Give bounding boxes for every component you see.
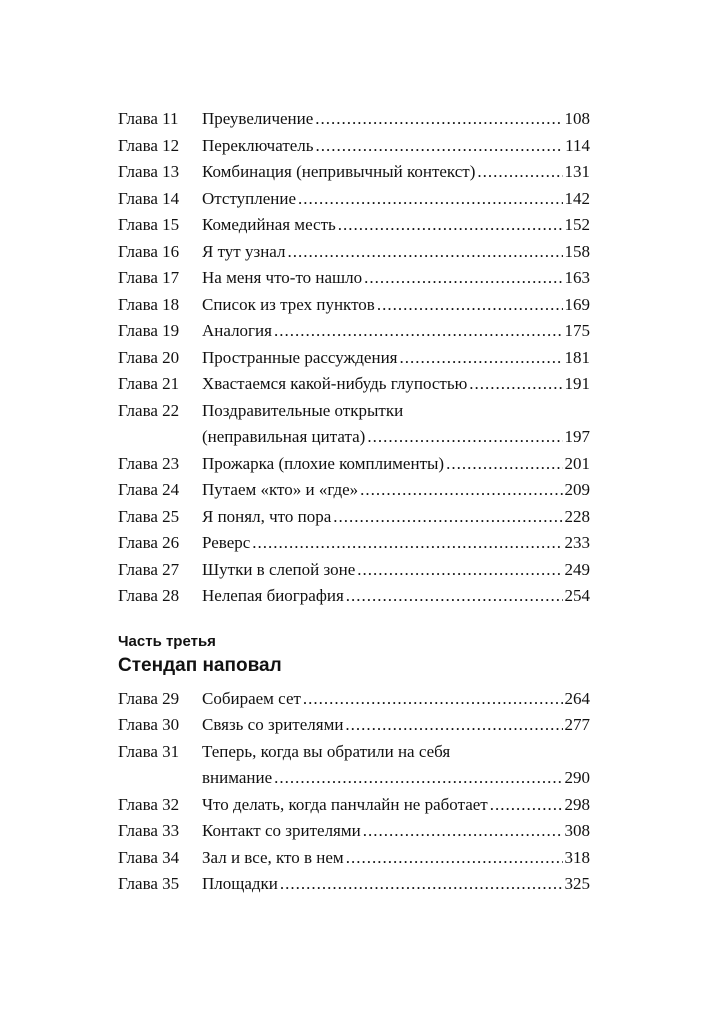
- chapter-title-continued: внимание: [202, 768, 273, 787]
- dot-leader: [287, 239, 562, 266]
- chapter-number: Глава 34: [118, 847, 180, 867]
- page-number: 108: [564, 109, 590, 128]
- page-number: 181: [564, 347, 590, 367]
- chapter-title: Я понял, что пора: [202, 506, 332, 526]
- toc-entry[interactable]: [118, 451, 590, 478]
- page-number: 175: [564, 321, 590, 340]
- page-number: 318: [564, 847, 590, 867]
- chapter-title: Отступление: [202, 188, 297, 208]
- page-number: 142: [564, 188, 590, 208]
- toc-entry[interactable]: [118, 318, 590, 345]
- page-number: 209: [564, 480, 590, 499]
- page-number: 201: [564, 453, 590, 473]
- chapter-number: Глава 21: [118, 374, 180, 393]
- chapter-title: Пространные рассуждения: [202, 347, 398, 367]
- page-number: 114: [565, 135, 590, 155]
- toc-entry[interactable]: [118, 398, 590, 451]
- toc-entry[interactable]: [118, 133, 590, 160]
- page-number: 249: [564, 559, 590, 579]
- chapter-title: Список из трех пунктов: [202, 294, 375, 314]
- chapter-number: Глава 29: [118, 688, 180, 708]
- chapter-number: Глава 32: [118, 794, 180, 814]
- chapter-number: Глава 27: [118, 559, 180, 579]
- toc-entry[interactable]: [118, 504, 590, 531]
- chapter-title: Комедийная месть: [202, 215, 336, 234]
- toc-entry[interactable]: [118, 371, 590, 398]
- dot-leader: [357, 557, 562, 584]
- toc-entry[interactable]: [118, 686, 590, 713]
- page-number: 169: [564, 294, 590, 314]
- toc-entry[interactable]: [118, 530, 590, 557]
- chapter-number: Глава 30: [118, 715, 180, 734]
- chapter-title: Нелепая биография: [202, 586, 344, 605]
- chapter-number: Глава 12: [118, 135, 180, 155]
- toc-entry[interactable]: [118, 292, 590, 319]
- chapter-title: Шутки в слепой зоне: [202, 559, 356, 579]
- page-number: 264: [564, 688, 590, 708]
- dot-leader: [345, 712, 562, 739]
- toc-entry[interactable]: [118, 239, 590, 266]
- chapter-title: Площадки: [202, 874, 278, 893]
- chapter-title: Хвастаемся какой-нибудь глупостью: [202, 374, 468, 393]
- dot-leader: [377, 292, 563, 319]
- chapter-number: Глава 22: [118, 400, 180, 420]
- chapter-title: Путаем «кто» и «где»: [202, 480, 359, 499]
- chapter-number: Глава 15: [118, 215, 180, 234]
- chapter-title: Поздравительные открытки: [202, 400, 404, 420]
- dot-leader: [280, 871, 563, 898]
- chapter-title: Связь со зрителями: [202, 715, 344, 734]
- toc-entry[interactable]: [118, 106, 590, 133]
- dot-leader: [490, 792, 563, 819]
- page-number: 290: [564, 768, 590, 787]
- chapter-title: Я тут узнал: [202, 241, 286, 261]
- chapter-title-continued: (неправильная цитата): [202, 427, 366, 446]
- toc-entry[interactable]: [118, 159, 590, 186]
- toc-entry[interactable]: [118, 186, 590, 213]
- toc-list-part-three: [118, 686, 590, 898]
- dot-leader: [446, 451, 562, 478]
- dot-leader: [346, 583, 563, 610]
- page-number: 163: [564, 268, 590, 287]
- dot-leader: [315, 106, 562, 133]
- dot-leader: [367, 424, 562, 451]
- dot-leader: [333, 504, 562, 531]
- chapter-number: Глава 18: [118, 294, 180, 314]
- chapter-title: Переключатель: [202, 135, 314, 155]
- chapter-title: Теперь, когда вы обратили на себя: [202, 741, 451, 761]
- toc-entry[interactable]: [118, 212, 590, 239]
- chapter-title: Что делать, когда панчлайн не работает: [202, 794, 488, 814]
- toc-entry[interactable]: [118, 712, 590, 739]
- page-number: 228: [564, 506, 590, 526]
- page-number: 152: [564, 215, 590, 234]
- dot-leader: [346, 845, 563, 872]
- page-number: 197: [564, 427, 590, 446]
- page-number: 277: [564, 715, 590, 734]
- chapter-title: Контакт со зрителями: [202, 821, 361, 840]
- chapter-title: На меня что-то нашло: [202, 268, 363, 287]
- chapter-number: Глава 28: [118, 586, 180, 605]
- chapter-number: Глава 25: [118, 506, 180, 526]
- chapter-number: Глава 11: [118, 109, 179, 128]
- toc-entry[interactable]: [118, 265, 590, 292]
- toc-entry[interactable]: [118, 345, 590, 372]
- page-number: 308: [564, 821, 590, 840]
- toc-entry[interactable]: [118, 583, 590, 610]
- page-number: 158: [564, 241, 590, 261]
- chapter-title: Зал и все, кто в нем: [202, 847, 344, 867]
- chapter-number: Глава 23: [118, 453, 180, 473]
- chapter-number: Глава 35: [118, 874, 180, 893]
- toc-entry[interactable]: [118, 845, 590, 872]
- chapter-title: Преувеличение: [202, 109, 314, 128]
- page-number: 325: [564, 874, 590, 893]
- chapter-number: Глава 26: [118, 533, 180, 552]
- page-number: 298: [564, 794, 590, 814]
- toc-entry[interactable]: [118, 739, 590, 792]
- dot-leader: [469, 371, 562, 398]
- chapter-number: Глава 20: [118, 347, 180, 367]
- part-label: Часть третья: [118, 632, 216, 650]
- page-number: 191: [564, 374, 590, 393]
- dot-leader: [252, 530, 562, 557]
- toc-entry[interactable]: [118, 477, 590, 504]
- dot-leader: [360, 477, 562, 504]
- toc-list-part-two: [118, 106, 590, 610]
- dot-leader: [298, 186, 562, 213]
- chapter-title: Собираем сет: [202, 688, 301, 708]
- dot-leader: [363, 818, 563, 845]
- toc-entry[interactable]: [118, 871, 590, 898]
- page-number: 254: [564, 586, 590, 605]
- toc-entry[interactable]: [118, 818, 590, 845]
- chapter-number: Глава 13: [118, 162, 180, 181]
- dot-leader: [274, 318, 563, 345]
- chapter-title: Комбинация (непривычный контекст): [202, 162, 476, 181]
- chapter-title: Реверс: [202, 533, 251, 552]
- chapter-number: Глава 16: [118, 241, 180, 261]
- table-of-contents: [118, 106, 590, 898]
- toc-entry[interactable]: [118, 557, 590, 584]
- chapter-number: Глава 17: [118, 268, 180, 287]
- chapter-number: Глава 31: [118, 741, 180, 761]
- part-title: Стендап наповал: [118, 654, 282, 676]
- dot-leader: [303, 686, 563, 713]
- dot-leader: [316, 133, 564, 160]
- chapter-number: Глава 24: [118, 480, 180, 499]
- page-number: 233: [564, 533, 590, 552]
- toc-entry[interactable]: [118, 792, 590, 819]
- chapter-number: Глава 14: [118, 188, 180, 208]
- dot-leader: [338, 212, 563, 239]
- dot-leader: [399, 345, 562, 372]
- chapter-number: Глава 33: [118, 821, 180, 840]
- page-number: 131: [564, 162, 590, 181]
- chapter-title: Прожарка (плохие комплименты): [202, 453, 445, 473]
- chapter-number: Глава 19: [118, 321, 180, 340]
- chapter-title: Аналогия: [202, 321, 272, 340]
- dot-leader: [274, 765, 562, 792]
- dot-leader: [477, 159, 562, 186]
- dot-leader: [364, 265, 562, 292]
